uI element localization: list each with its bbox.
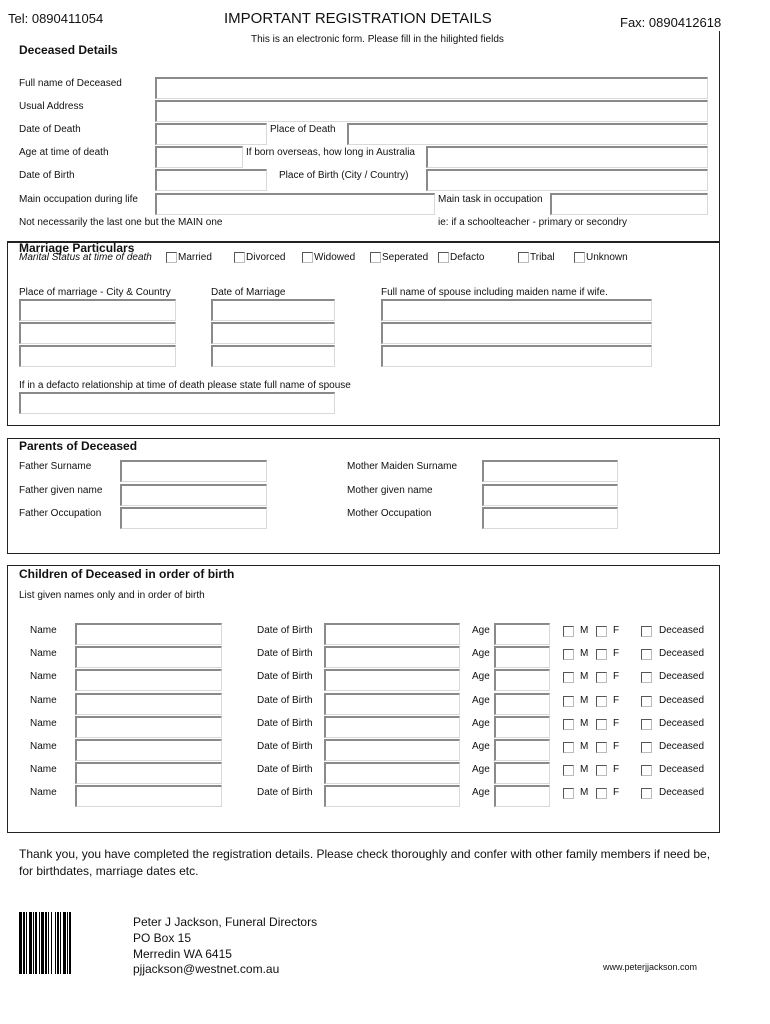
mother-given-label: Mother given name <box>347 485 433 496</box>
child-name-label: Name <box>30 741 57 752</box>
child-dob-input[interactable] <box>324 669 460 691</box>
child-deceased-checkbox[interactable] <box>641 626 652 637</box>
barcode-bar <box>26 912 27 974</box>
mother-occupation-input[interactable] <box>482 507 618 529</box>
child-dob-label: Date of Birth <box>257 741 313 752</box>
occupation-note-right: ie: if a schoolteacher - primary or secondry <box>438 217 627 228</box>
child-age-input[interactable] <box>494 762 550 784</box>
child-deceased-label: Deceased <box>659 694 705 706</box>
barcode <box>19 912 95 974</box>
child-age-input[interactable] <box>494 693 550 715</box>
child-female-label: F <box>613 648 620 660</box>
child-male-label: M <box>580 648 589 660</box>
child-age-input[interactable] <box>494 646 550 668</box>
father-occupation-label: Father Occupation <box>19 508 102 519</box>
born-overseas-input[interactable] <box>426 146 708 168</box>
father-surname-label: Father Surname <box>19 461 92 472</box>
child-male-checkbox[interactable] <box>563 649 574 660</box>
child-name-label: Name <box>30 671 57 683</box>
children-section-title: Children of Deceased in order of birth <box>19 567 235 581</box>
child-name-label: Name <box>30 625 57 636</box>
child-dob-label: Date of Birth <box>257 717 313 729</box>
place-of-death-input[interactable] <box>347 123 708 145</box>
barcode-bar <box>29 912 32 974</box>
barcode-bar <box>55 912 56 974</box>
child-dob-input[interactable] <box>324 716 460 738</box>
father-given-input[interactable] <box>120 484 267 506</box>
website: www.peterjjackson.com <box>603 962 698 972</box>
child-male-label: M <box>580 741 589 752</box>
date-of-birth-label: Date of Birth <box>19 170 75 181</box>
child-dob-input[interactable] <box>324 739 460 761</box>
place-of-death-label: Place of Death <box>270 124 336 135</box>
child-female-checkbox[interactable] <box>596 672 607 683</box>
spouse-name-input[interactable] <box>381 345 652 367</box>
tel-number: Tel: 0890411054 <box>8 11 104 26</box>
spouse-name-label: Full name of spouse including maiden name if wife. <box>381 287 608 298</box>
spouse-name-input[interactable] <box>381 322 652 344</box>
child-male-checkbox[interactable] <box>563 672 574 683</box>
child-age-label: Age <box>472 764 490 776</box>
child-deceased-checkbox[interactable] <box>641 788 652 799</box>
marital-status-unknown-checkbox[interactable] <box>574 252 585 263</box>
child-name-label: Name <box>30 648 57 660</box>
child-age-label: Age <box>472 671 490 683</box>
child-name-input[interactable] <box>75 646 222 668</box>
child-age-label: Age <box>472 694 490 706</box>
po-box: PO Box 15 <box>133 931 192 945</box>
place-of-birth-label: Place of Birth (City / Country) <box>279 170 409 181</box>
usual-address-input[interactable] <box>155 100 708 122</box>
age-at-death-label: Age at time of death <box>19 147 109 158</box>
date-of-death-label: Date of Death <box>19 124 81 135</box>
child-dob-label: Date of Birth <box>257 787 313 799</box>
child-female-label: F <box>613 717 620 729</box>
main-occupation-input[interactable] <box>155 193 435 215</box>
child-name-label: Name <box>30 764 57 776</box>
child-name-input[interactable] <box>75 693 222 715</box>
mother-maiden-input[interactable] <box>482 460 618 482</box>
child-male-label: M <box>580 694 589 706</box>
child-age-label: Age <box>472 648 490 660</box>
child-deceased-checkbox[interactable] <box>641 719 652 730</box>
mother-occupation-label: Mother Occupation <box>347 508 432 519</box>
child-age-label: Age <box>472 717 490 729</box>
child-name-input[interactable] <box>75 762 222 784</box>
marriage-place-input[interactable] <box>19 322 176 344</box>
child-name-input[interactable] <box>75 785 222 807</box>
fax-number: Fax: 0890412618 <box>620 15 722 30</box>
child-dob-input[interactable] <box>324 693 460 715</box>
father-given-label: Father given name <box>19 485 103 496</box>
marriage-date-input[interactable] <box>211 322 335 344</box>
child-male-label: M <box>580 764 589 776</box>
date-of-marriage-label: Date of Marriage <box>211 287 286 298</box>
child-deceased-label: Deceased <box>659 671 705 683</box>
barcode-bar <box>67 912 68 974</box>
child-deceased-label: Deceased <box>659 764 705 776</box>
child-deceased-label: Deceased <box>659 717 705 729</box>
born-overseas-label: If born overseas, how long in Australia <box>246 147 415 158</box>
date-of-death-input[interactable] <box>155 123 267 145</box>
child-male-checkbox[interactable] <box>563 765 574 776</box>
defacto-spouse-input[interactable] <box>19 392 335 414</box>
child-female-label: F <box>613 671 620 683</box>
date-of-birth-input[interactable] <box>155 169 267 191</box>
child-male-checkbox[interactable] <box>563 626 574 637</box>
mother-maiden-label: Mother Maiden Surname <box>347 461 458 472</box>
child-age-input[interactable] <box>494 785 550 807</box>
child-name-label: Name <box>30 694 57 706</box>
child-female-checkbox[interactable] <box>596 719 607 730</box>
barcode-bar <box>41 912 44 974</box>
marital-status-tribal-label: Tribal <box>530 252 555 263</box>
child-dob-input[interactable] <box>324 623 460 645</box>
child-female-checkbox[interactable] <box>596 649 607 660</box>
child-deceased-checkbox[interactable] <box>641 696 652 707</box>
child-female-label: F <box>613 741 620 752</box>
full-name-input[interactable] <box>155 77 708 99</box>
place-of-birth-input[interactable] <box>426 169 708 191</box>
marital-status-label: Marital Status at time of death <box>19 252 152 263</box>
child-female-label: F <box>613 694 620 706</box>
child-male-checkbox[interactable] <box>563 719 574 730</box>
child-deceased-label: Deceased <box>659 648 705 660</box>
child-deceased-checkbox[interactable] <box>641 742 652 753</box>
defacto-spouse-label: If in a defacto relationship at time of death please state full name of spouse <box>19 380 351 391</box>
barcode-bar <box>23 912 25 974</box>
thank-you-message: Thank you, you have completed the registration details. Please check thoroughly and confer with other family members if need be, for birthdates, marriage dates etc. <box>19 847 711 878</box>
marital-status-married-label: Married <box>178 252 212 263</box>
place-of-marriage-label: Place of marriage - City & Country <box>19 287 171 298</box>
child-deceased-checkbox[interactable] <box>641 672 652 683</box>
child-dob-input[interactable] <box>324 646 460 668</box>
child-male-label: M <box>580 625 589 636</box>
child-age-label: Age <box>472 787 490 799</box>
child-female-label: F <box>613 764 620 776</box>
children-subtitle: List given names only and in order of birth <box>19 590 205 601</box>
barcode-bar <box>60 912 61 974</box>
child-age-input[interactable] <box>494 716 550 738</box>
town: Merredin WA 6415 <box>133 947 232 961</box>
age-at-death-input[interactable] <box>155 146 243 168</box>
marital-status-defacto-label: Defacto <box>450 252 485 263</box>
child-deceased-checkbox[interactable] <box>641 765 652 776</box>
barcode-bar <box>33 912 34 974</box>
child-female-checkbox[interactable] <box>596 765 607 776</box>
email-address: pjjackson@westnet.com.au <box>133 962 280 976</box>
marriage-place-input[interactable] <box>19 345 176 367</box>
barcode-bar <box>39 912 40 974</box>
child-name-label: Name <box>30 787 57 799</box>
child-deceased-label: Deceased <box>659 787 705 799</box>
child-age-label: Age <box>472 625 490 636</box>
usual-address-label: Usual Address <box>19 101 84 112</box>
child-female-checkbox[interactable] <box>596 696 607 707</box>
child-age-input[interactable] <box>494 669 550 691</box>
child-name-input[interactable] <box>75 623 222 645</box>
child-dob-input[interactable] <box>324 762 460 784</box>
main-task-label: Main task in occupation <box>438 194 543 205</box>
child-dob-label: Date of Birth <box>257 694 313 706</box>
child-name-label: Name <box>30 717 57 729</box>
child-female-checkbox[interactable] <box>596 788 607 799</box>
main-occupation-label: Main occupation during life <box>19 194 138 205</box>
company-name: Peter J Jackson, Funeral Directors <box>133 915 318 929</box>
child-dob-label: Date of Birth <box>257 671 313 683</box>
child-female-label: F <box>613 787 620 799</box>
deceased-section-title: Deceased Details <box>19 43 118 57</box>
child-deceased-label: Deceased <box>659 625 705 636</box>
spouse-name-input[interactable] <box>381 299 652 321</box>
marital-status-widowed-checkbox[interactable] <box>302 252 313 263</box>
child-age-label: Age <box>472 741 490 752</box>
marriage-date-input[interactable] <box>211 299 335 321</box>
barcode-bar <box>63 912 66 974</box>
child-name-input[interactable] <box>75 739 222 761</box>
barcode-bar <box>69 912 71 974</box>
marriage-date-input[interactable] <box>211 345 335 367</box>
child-male-checkbox[interactable] <box>563 788 574 799</box>
form-subtitle: This is an electronic form. Please fill in the hilighted fields <box>251 34 504 45</box>
barcode-bar <box>35 912 37 974</box>
main-task-input[interactable] <box>550 193 708 215</box>
marital-status-married-checkbox[interactable] <box>166 252 177 263</box>
barcode-bar <box>19 912 22 974</box>
child-age-input[interactable] <box>494 739 550 761</box>
barcode-bar <box>51 912 52 974</box>
barcode-bar <box>48 912 49 974</box>
page-title: IMPORTANT REGISTRATION DETAILS <box>224 10 492 27</box>
marital-status-divorced-label: Divorced <box>246 252 286 263</box>
marital-status-tribal-checkbox[interactable] <box>518 252 529 263</box>
child-name-input[interactable] <box>75 716 222 738</box>
marital-status-seperated-checkbox[interactable] <box>370 252 381 263</box>
marital-status-unknown-label: Unknown <box>586 252 628 263</box>
father-surname-input[interactable] <box>120 460 267 482</box>
child-dob-input[interactable] <box>324 785 460 807</box>
marital-status-widowed-label: Widowed <box>314 252 356 263</box>
full-name-label: Full name of Deceased <box>19 78 122 89</box>
marital-status-seperated-label: Seperated <box>382 252 429 263</box>
child-deceased-checkbox[interactable] <box>641 649 652 660</box>
child-deceased-label: Deceased <box>659 741 705 752</box>
child-male-label: M <box>580 787 589 799</box>
child-female-checkbox[interactable] <box>596 742 607 753</box>
father-occupation-input[interactable] <box>120 507 267 529</box>
child-male-checkbox[interactable] <box>563 696 574 707</box>
marriage-section-title: Marriage Particulars <box>19 241 135 255</box>
child-name-input[interactable] <box>75 669 222 691</box>
mother-given-input[interactable] <box>482 484 618 506</box>
marital-status-defacto-checkbox[interactable] <box>438 252 449 263</box>
barcode-bar <box>45 912 47 974</box>
child-female-checkbox[interactable] <box>596 626 607 637</box>
marital-status-divorced-checkbox[interactable] <box>234 252 245 263</box>
occupation-note-left: Not necessarily the last one but the MAIN one <box>19 217 223 228</box>
child-age-input[interactable] <box>494 623 550 645</box>
child-male-label: M <box>580 717 589 729</box>
marriage-place-input[interactable] <box>19 299 176 321</box>
parents-section-title: Parents of Deceased <box>19 439 138 453</box>
child-female-label: F <box>613 625 620 636</box>
child-dob-label: Date of Birth <box>257 764 313 776</box>
child-male-checkbox[interactable] <box>563 742 574 753</box>
child-dob-label: Date of Birth <box>257 625 313 636</box>
child-dob-label: Date of Birth <box>257 648 313 660</box>
child-male-label: M <box>580 671 589 683</box>
barcode-bar <box>57 912 59 974</box>
